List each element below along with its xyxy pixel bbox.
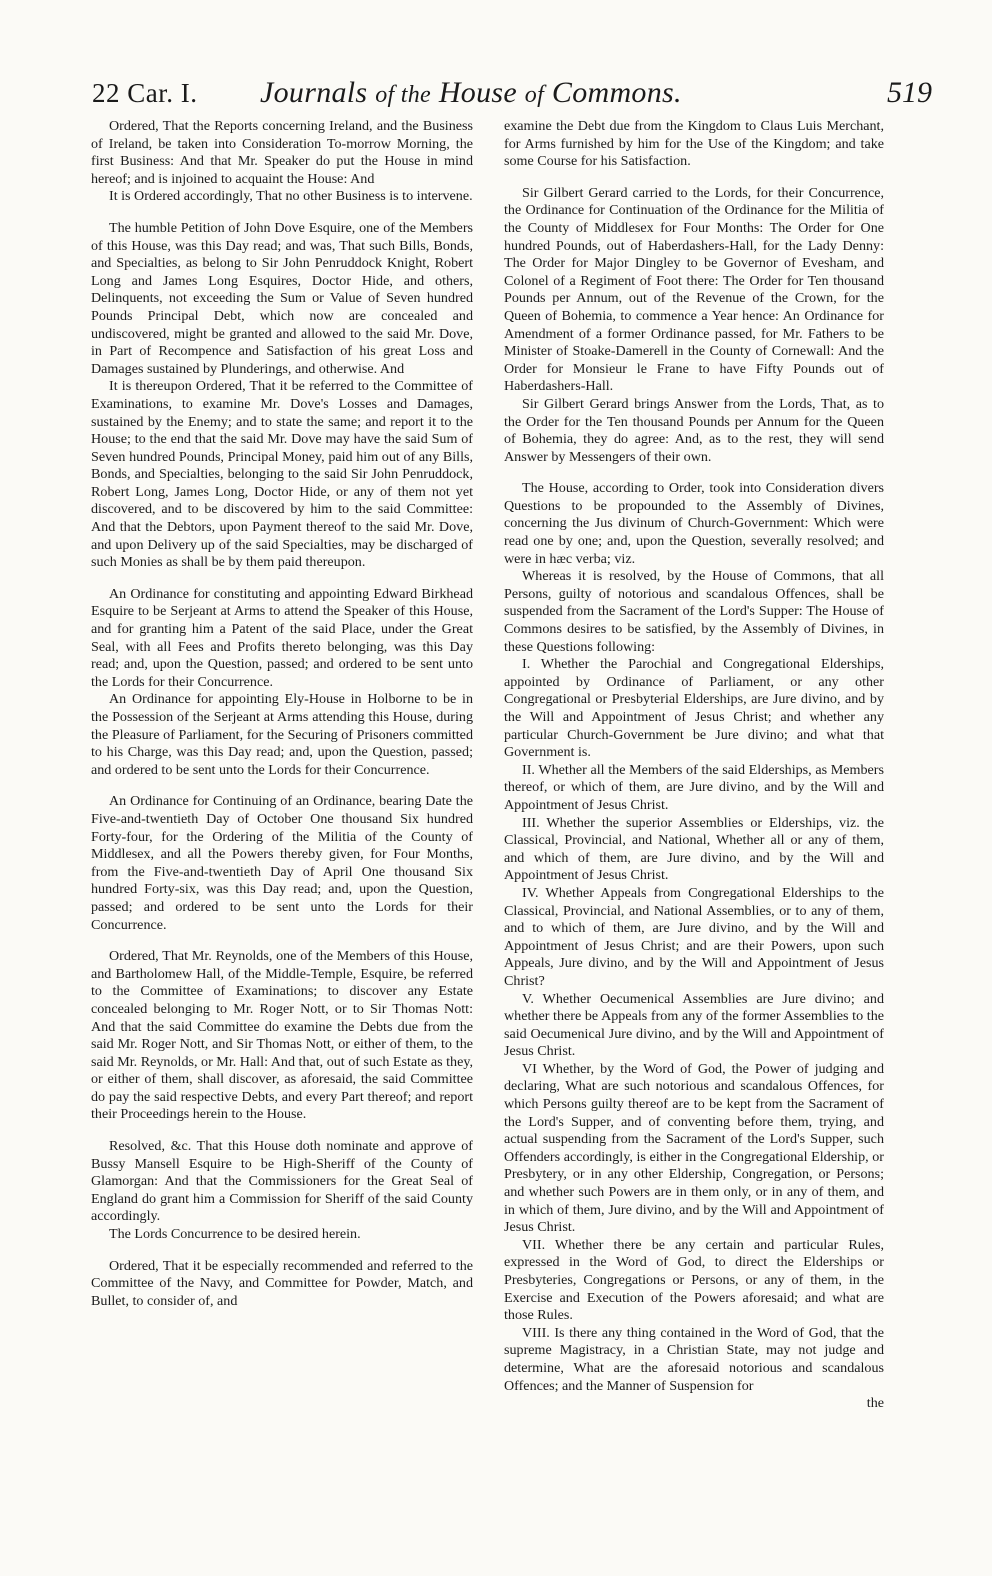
- page-number: 519: [887, 76, 932, 109]
- title-word: Commons.: [551, 76, 682, 109]
- paragraph: It is thereupon Ordered, That it be referred to the Committee of Examinations, to examine Mr. Dove's Losses and Damages, sustained by the Enemy; and to state the same; and report it to the House; to the end that the said Mr. Dove may have the said Sum of Seven hundred Pounds, Principal Money, paid him out of any Bills, Bonds, and Specialties, belonging to the said Sir John Penruddock, Robert Long, James Long, Doctor Hide, or any of them not yet discovered, and to be discovered by him to the said Committee: And that the Debtors, upon Payment thereof to the said Mr. Dove, and upon Delivery up of the said Specialties, may be discharged of such Monies as shall be by them paid thereupon.: [91, 378, 473, 571]
- catchword: the: [866, 1395, 884, 1412]
- title-word: House: [438, 76, 517, 109]
- paragraph: II. Whether all the Members of the said Elderships, as Members thereof, or which of them, are Jure divino, and by the Will and Appointment of Jesus Christ.: [504, 761, 884, 813]
- paragraph: Whereas it is resolved, by the House of Commons, that all Persons, guilty of notorious and scandalous Offences, shall be suspended from the Sacrament of the Lord's Supper: The House of Commons desires to be satisfied, by the Assembly of Divines, in these Questions following:: [504, 568, 884, 655]
- title-word: of the: [375, 82, 432, 108]
- title-word: of: [524, 82, 545, 108]
- paragraph: An Ordinance for appointing Ely-House in Holborne to be in the Possession of the Serjeant at Arms attending this House, during the Pleasure of Parliament, for the Securing of Prisoners committed to his Charge, was this Day read; and, upon the Question, passed; and ordered to be sent unto the Lords for their Concurrence.: [91, 691, 473, 778]
- paragraph: VI Whether, by the Word of God, the Power of judging and declaring, What are such notorious and scandalous Offences, for which Persons guilty thereof are to be kept from the Sacrament of the Lord's Supper, and of conventing before them, trying, and actual suspending from the Sacrament of the Lord's Supper, such Offenders accordingly, is either in the Congregational Eldership, or Presbytery, or in any other Eldership, Congregation, or Persons; and whether such Powers are in them only, or in any of them, and in which of them, Jure divino, and by the Will and Appointment of Jesus Christ.: [504, 1060, 884, 1236]
- paragraph: An Ordinance for Continuing of an Ordinance, bearing Date the Five-and-twentieth Day of October One thousand Six hundred Forty-four, for the Ordering of the Militia of the County of Middlesex, and all the Powers thereby given, for Four Months, from the Five-and-twentieth Day of April One thousand Six hundred Forty-six, was this Day read; and, upon the Question, passed; and ordered to be sent unto the Lords for their Concurrence.: [91, 793, 473, 933]
- paragraph: An Ordinance for constituting and appointing Edward Birkhead Esquire to be Serjeant at Arms to attend the Speaker of this House, and for granting him a Patent of the said Place, under the Great Seal, with all Fees and Profits thereto belonging, was this Day read; and, upon the Question, passed; and ordered to be sent unto the Lords for their Concurrence.: [91, 585, 473, 690]
- paragraph: V. Whether Oecumenical Assemblies are Jure divino; and whether there be Appeals from any of the former Assemblies to the said Oecumenical Jure divino, and by the Will and Appointment of Jesus Christ.: [504, 990, 884, 1060]
- regnal-year: 22 Car. I.: [92, 78, 198, 108]
- paragraph: The Lords Concurrence to be desired herein.: [109, 1226, 361, 1243]
- paragraph: It is Ordered accordingly, That no other Business is to intervene.: [109, 188, 473, 205]
- paragraph: Ordered, That Mr. Reynolds, one of the Members of this House, and Bartholomew Hall, of the Middle-Temple, Esquire, be referred to the Committee of Examinations; to discover any Estate concealed belonging to Mr. Roger Nott, or to Sir Thomas Nott: And that the said Committee do examine the Debts due from the said Mr. Roger Nott, and Sir Thomas Nott, or either of them, to the said Mr. Reynolds, or Mr. Hall: And that, out of such Estate as they, or either of them, shall discover, as aforesaid, the said Committee do pay the said respective Debts, and every Part thereof; and report their Proceedings herein to the House.: [91, 948, 473, 1123]
- journal-title: [260, 76, 682, 110]
- paragraph: Ordered, That it be especially recommended and referred to the Committee of the Navy, and Committee for Powder, Match, and Bullet, to consider of, and: [91, 1257, 473, 1309]
- paragraph: The humble Petition of John Dove Esquire, one of the Members of this House, was this Day read; and was, That such Bills, Bonds, and Specialties, as belong to Sir John Penruddock Knight, Robert Long and James Long Esquires, Doctor Hide, and others, Delinquents, not exceeding the Sum or Value of Seven hundred Pounds Principal Debt, which now are concealed and undiscovered, might be granted and allowed to the said Mr. Dove, in Part of Recompence and Satisfaction of his great Loss and Damages sustained by Plunderings, and otherwise. And: [91, 219, 473, 377]
- page-header: [92, 74, 932, 120]
- paragraph: Sir Gilbert Gerard brings Answer from the Lords, That, as to the Order for the Ten thousand Pounds per Annum for the Queen of Bohemia, they do agree: And, as to the rest, they will send Answer by Messengers of their own.: [504, 395, 884, 465]
- paragraph: III. Whether the superior Assemblies or Elderships, viz. the Classical, Provincial, and National, Whether all or any of them, and which of them, are Jure divino, and by the Will and Appointment of Jesus Christ.: [504, 814, 884, 884]
- paragraph: examine the Debt due from the Kingdom to Claus Luis Merchant, for Arms furnished by him for the Use of the Kingdom; and take some Course for his Satisfaction.: [504, 118, 884, 170]
- paragraph: Ordered, That the Reports concerning Ireland, and the Business of Ireland, be taken into Consideration To-morrow Morning, the first Business: And that Mr. Speaker do put the House in mind hereof; and is injoined to acquaint the House: And: [91, 118, 473, 187]
- paragraph: I. Whether the Parochial and Congregational Elderships, appointed by Ordinance of Parliament, or any other Congregational or Presbyterial Elderships, are Jure divino, and by the Will and Appointment of Jesus Christ; and whether any particular Church-Government be Jure divino; and what that Government is.: [504, 656, 884, 761]
- paragraph: The House, according to Order, took into Consideration divers Questions to be propounded to the Assembly of Divines, concerning the Jus divinum of Church-Government: Which were read one by one; and, upon the Question, severally resolved; and were in hæc verba; viz.: [504, 480, 884, 567]
- left-column: [91, 118, 473, 1310]
- right-column: [504, 118, 884, 1413]
- paragraph: VII. Whether there be any certain and particular Rules, expressed in the Word of God, to direct the Elderships or Presbyteries, Congregations or Persons, or any of them, in the Exercise and Execution of the Powers aforesaid; and what are those Rules.: [504, 1236, 884, 1324]
- paragraph: Sir Gilbert Gerard carried to the Lords, for their Concurrence, the Ordinance for Continuation of the Ordinance for the Militia of the County of Middlesex for Four Months: The Order for One hundred Pounds, out of Haberdashers-Hall, for the Lady Denny: The Order for Major Dingley to be Governor of Evesham, and Colonel of a Regiment of Foot there: The Order for Ten thousand Pounds per Annum, out of the Revenue of the Crown, for the Queen of Bohemia, to commence a Year hence: An Ordinance for Amendment of a former Ordinance passed, for Mr. Fathers to be Minister of Stoake-Damerell in the County of Cornewall: And the Order for Monsieur le Frane to have Fifty Pounds out of Haberdashers-Hall.: [504, 184, 884, 395]
- title-word: Journals: [260, 76, 368, 109]
- paragraph: VIII. Is there any thing contained in the Word of God, that the supreme Magistracy, in a Christian State, may not judge and determine, What are the aforesaid notorious and scandalous Offences; and the Manner of Suspension for: [504, 1324, 884, 1394]
- paragraph: Resolved, &c. That this House doth nominate and approve of Bussy Mansell Esquire to be High-Sheriff of the County of Glamorgan: And that the Commissioners for the Great Seal of England do grant him a Commission for Sheriff of the said County accordingly.: [91, 1138, 473, 1225]
- paragraph: IV. Whether Appeals from Congregational Elderships to the Classical, Provincial, and National Assemblies, or to any of them, and to which of them, are Jure divino, and by the Will and Appointment of Jesus Christ; and are their Powers, upon such Appeals, Jure divino, and by the Will and Appointment of Jesus Christ?: [504, 884, 884, 989]
